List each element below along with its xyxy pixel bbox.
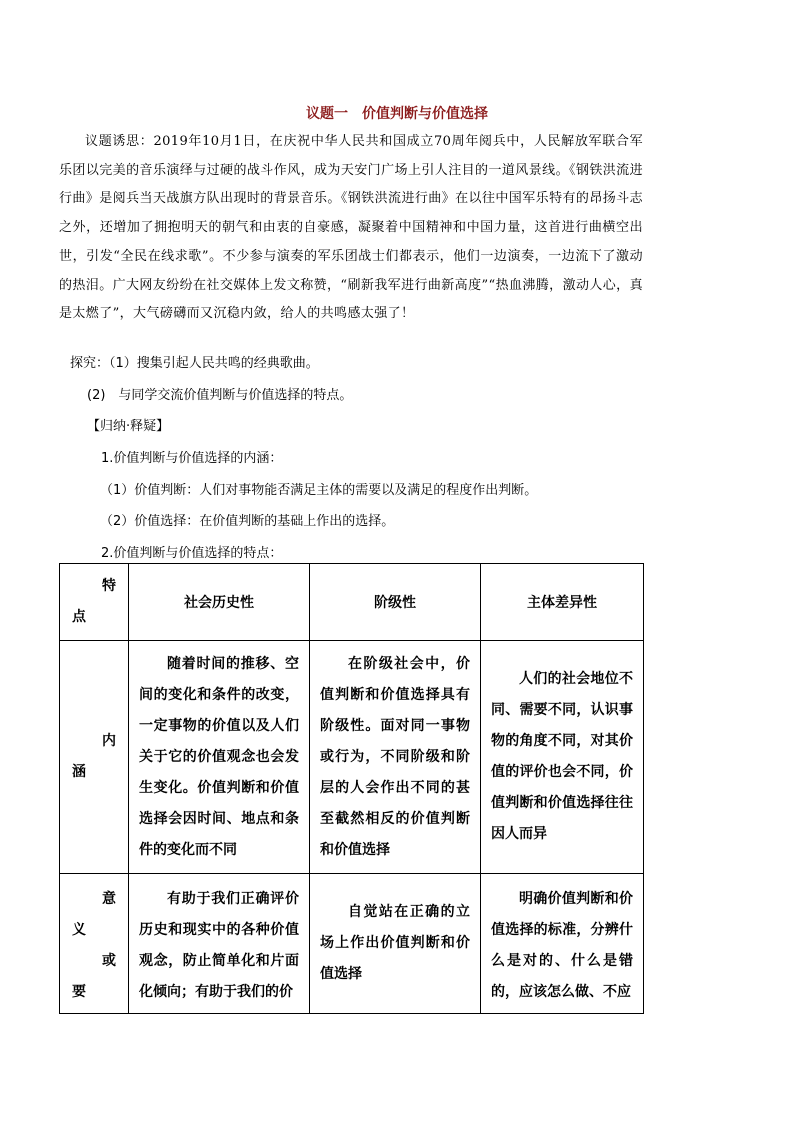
header-social-history: 社会历史性 [129,564,310,641]
content-class-nature-cell [310,641,481,874]
table-header-row [60,564,644,641]
meaning-social-history-text: 有助于我们正确评价历史和现实中的各种价值观念，防止简单化和片面化倾向；有助于我们的价 [139,891,299,1000]
content-label-top: 内 [102,733,116,749]
traits-table [59,563,644,1014]
section-1-item-b: （2）价值选择：在价值判断的基础上作出的选择。 [100,514,395,529]
meaning-label-1: 意 [102,891,116,907]
meaning-social-history-cell [129,874,310,1014]
meaning-subject-difference-text: 明确价值判断和价值选择的标准，分辨什么是对的、什么是错的，应该怎么做、不应 [491,891,633,1000]
content-social-history-text: 随着时间的推移、空间的变化和条件的改变，一定事物的价值以及人们关于它的价值观念也会发生变化。价值判断和价值选择会因时间、地点和条件的变化而不同 [139,655,299,858]
content-label-cell [60,641,129,874]
content-label-bottom: 涵 [72,764,86,780]
meaning-label-3: 或 [102,953,116,969]
content-social-history-cell [129,641,310,874]
table-row-content [60,641,644,874]
meaning-class-nature-text: 自觉站在正确的立场上作出价值判断和价值选择 [320,904,470,982]
meaning-subject-difference-cell [481,874,644,1014]
section-1-item-a: （1）价值判断：人们对事物能否满足主体的需要以及满足的程度作出判断。 [100,483,538,498]
section-2-heading: 2.价值判断与价值选择的特点： [101,546,283,561]
table-row-meaning [60,874,644,1014]
meaning-label-cell [60,874,129,1014]
meaning-label-2: 义 [72,922,86,938]
page-title: 议题一 价值判断与价值选择 [306,106,488,122]
header-label-bottom: 点 [72,609,86,625]
content-subject-difference-text: 人们的社会地位不同、需要不同，认识事物的角度不同，对其价值的评价也会不同，价值判断和价值选择往往因人而异 [491,671,633,842]
meaning-class-nature-cell [310,874,481,1014]
explore-question-1: 探究：（1）搜集引起人民共鸣的经典歌曲。 [70,356,319,371]
summary-label: 【归纳·释疑】 [87,419,170,434]
section-1-heading: 1.价值判断与价值选择的内涵： [101,451,283,466]
content-subject-difference-cell [481,641,644,874]
header-label-top: 特 [102,578,116,594]
intro-paragraph: 议题诱思：2019年10月1日，在庆祝中华人民共和国成立70周年阅兵中，人民解放军联合军乐团以完美的音乐演绎与过硬的战斗作风，成为天安门广场上引人注目的一道风景线。《钢铁洪流进行曲》是阅兵当天战旗方队出现时的背景音乐。《钢铁洪流进行曲》在以往中国军乐特有的昂扬斗志之外，还增加了拥抱明天的朝气和由衷的自豪感，凝聚着中国精神和中国力量，这首进行曲横空出世，引发“全民在线求歌”。不少参与演奏的军乐团战士们都表示，他们一边演奏，一边流下了激动的热泪。广大网友纷纷在社交媒体上发文称赞，“刷新我军进行曲新高度”“热血沸腾，激动人心，真是太燃了”，大气磅礴而又沉稳内敛，给人的共鸣感太强了！ [59,134,643,322]
header-class-nature: 阶级性 [310,564,481,641]
header-label-cell [60,564,129,641]
explore-question-2: (2) 与同学交流价值判断与价值选择的特点。 [87,388,353,403]
header-subject-difference: 主体差异性 [481,564,644,641]
content-class-nature-text: 在阶级社会中，价值判断和价值选择具有阶级性。面对同一事物或行为，不同阶级和阶层的人会作出不同的甚至截然相反的价值判断和价值选择 [320,655,470,858]
meaning-label-4: 要 [72,984,86,1000]
